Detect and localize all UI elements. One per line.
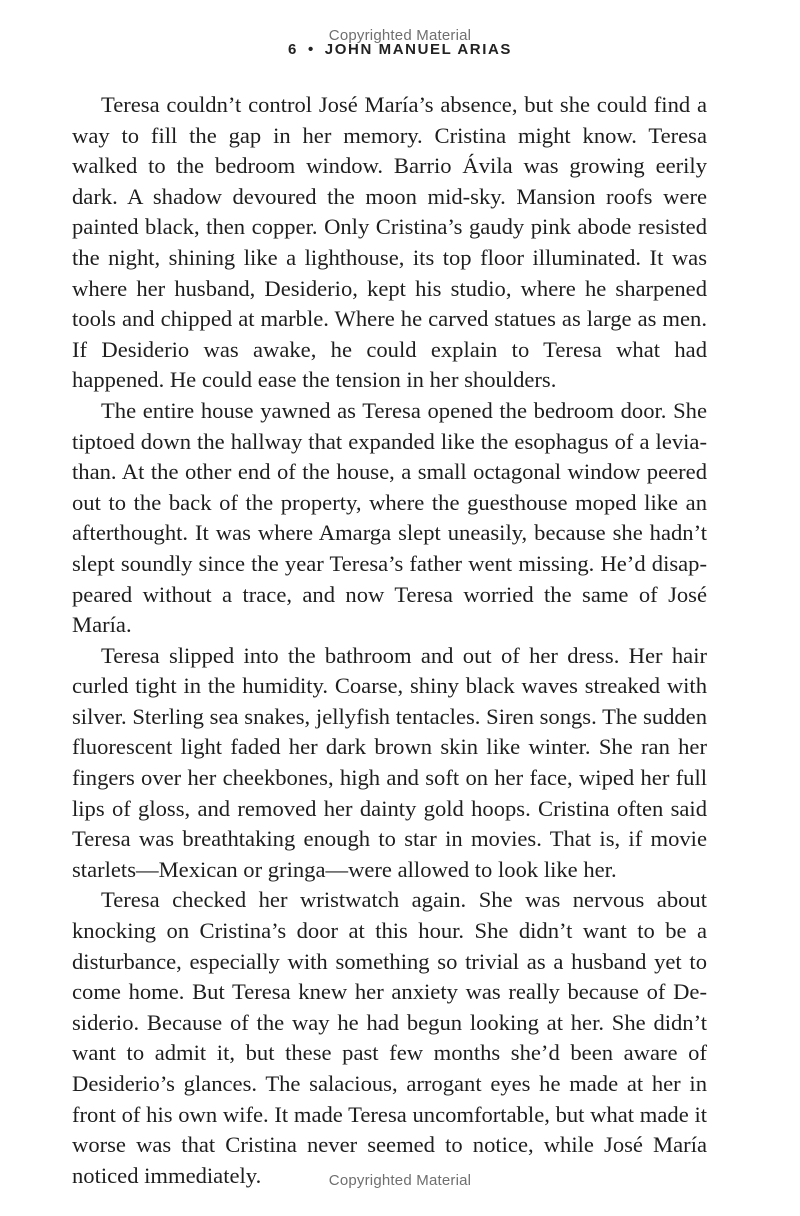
- copyright-watermark-top: Copyrighted Material: [328, 27, 472, 44]
- author-name: JOHN MANUEL ARIAS: [324, 41, 513, 58]
- page-number: 6: [287, 41, 298, 58]
- copyright-watermark-bottom: Copyrighted Material: [328, 1172, 472, 1189]
- header-separator: •: [307, 41, 315, 58]
- paragraph-3: Teresa slipped into the bathroom and out of her dress. Her hair curled tight in the humidity. Coarse, shiny black waves streaked with silver. Sterling sea snakes, jellyfish tentacles. Siren songs. The sudden fluorescent light faded her dark brown skin like winter. She ran her fingers over her cheekbones, high and soft on her face, wiped her full lips of gloss, and removed her dainty gold hoops. Cristina often said Teresa was breathtaking enough to star in movies. That is, if movie starlets—Mexican or gringa—were allowed to look like her.: [72, 642, 707, 882]
- running-header: [0, 41, 800, 58]
- page-body: [72, 90, 707, 1191]
- paragraph-2: The entire house yawned as Teresa opened the bedroom door. She tiptoed down the hallway that expanded like the esophagus of a leviathan. At the other end of the house, a small octagonal window peered out to the back of the property, where the guesthouse moped like an afterthought. It was where Amarga slept uneasily, because she hadn’t slept soundly since the year Teresa’s father went missing. He’d disappeared without a trace, and now Teresa worried the same of José María.: [72, 397, 707, 638]
- paragraph-1: Teresa couldn’t control José María’s absence, but she could find a way to fill the gap in her memory. Cristina might know. Teresa walked to the bedroom window. Barrio Ávila was growing eerily dark. A shadow devoured the moon mid-sky. Mansion roofs were painted black, then copper. Only Cristina’s gaudy pink abode resisted the night, shining like a lighthouse, its top floor illuminated. It was where her husband, Desiderio, kept his studio, where he sharpened tools and chipped at marble. Where he carved statues as large as men. If Desiderio was awake, he could explain to Teresa what had happened. He could ease the tension in her shoulders.: [72, 92, 707, 393]
- paragraph-4: Teresa checked her wristwatch again. She was nervous about knocking on Cristina’s door at this hour. She didn’t want to be a disturbance, especially with something so trivial as a husband yet to come home. But Teresa knew her anxiety was really because of Desiderio. Because of the way he had begun looking at her. She didn’t want to admit it, but these past few months she’d been aware of Desiderio’s glances. The salacious, arrogant eyes he made at her in front of his own wife. It made Teresa uncomfortable, but what made it worse was that Cristina never seemed to notice, while José María noticed immediately.: [72, 887, 707, 1188]
